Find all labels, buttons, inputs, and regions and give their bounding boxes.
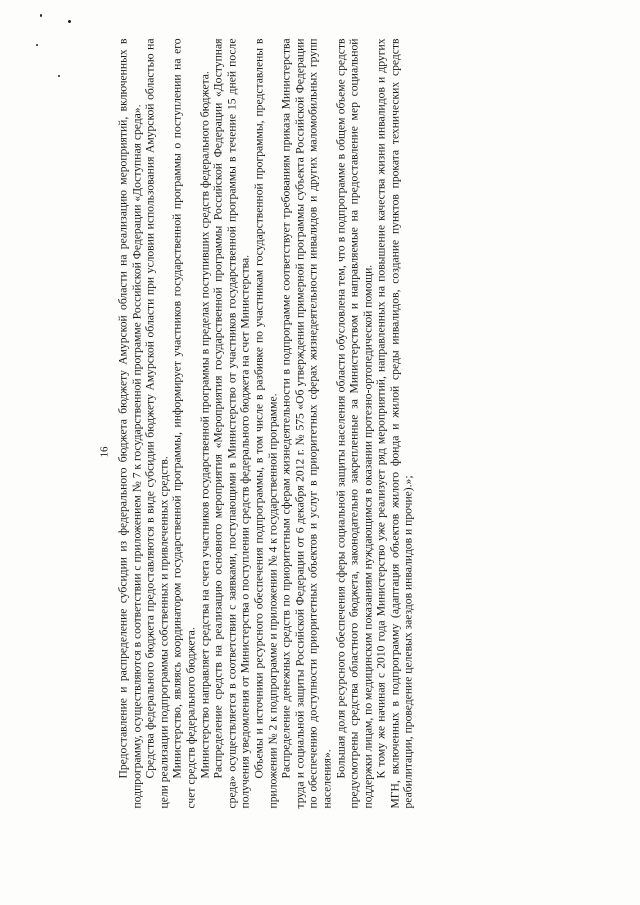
document-body <box>117 39 416 809</box>
paragraph: Предоставление и распределение субсидии из федерального бюджета бюджету Амурской области на реализацию мероприятий, включенных в подпрограмму, осуществляются в соответствии с приложением № 7 к государственной программе Российской Федерации «Доступная среда». <box>116 38 144 809</box>
page-number: 16 <box>98 446 111 458</box>
paragraph: Распределение средств на реализацию основного мероприятия «Мероприятия государственной программы Российской Федерации «Доступная среда» осуществляется в соответствии с заявками, поступающими в Министерство от участников государственной программы в течение 15 дней после получения уведомления от Министерства о поступлении средств федерального бюджета на счет Министерства. <box>211 38 252 809</box>
paragraph: Распределение денежных средств по приоритетным сферам жизнедеятельности в подпрограмме соответствует требованиям приказа Министерства труда и социальной защиты Российской Федерации от 6 декабря 2012 г. № 575 «Об утверждении примерной программы субъекта Российской Федерации по обеспечению доступности приоритетных объектов и услуг в приоритетных сферах жизнедеятельности инвалидов и других маломобильных групп населения». <box>279 38 334 809</box>
rotated-document-page <box>1 0 640 905</box>
paragraph: Большая доля ресурсного обеспечения сферы социальной защиты населения области обусловлена тем, что в подпрограмме в общем объеме средств предусмотрены средства областного бюджета, законодательно закрепленные за Министерством и направляемые на предоставление мер социальной поддержки лицам, по медицинским показаниям нуждающимся в оказании протезно-ортопедической помощи. <box>334 38 375 809</box>
paragraph: Объемы и источники ресурсного обеспечения подпрограммы, в том числе в разбивке по участникам государственной программы, представлены в приложении № 2 к подпрограмме и приложении № 4 к государственной программе. <box>252 38 280 809</box>
paragraph: Средства федерального бюджета предоставляются в виде субсидии бюджету Амурской области при условии использования Амурской областью на цели реализации подпрограммы собственных и привлеченных средств. <box>143 38 171 809</box>
paragraph: Министерство, являясь координатором государственной программы, информирует участников государственной программы о поступлении на его счет средств федерального бюджета. <box>170 38 198 809</box>
paragraph: К тому же начиная с 2010 года Министерство уже реализует ряд мероприятий, направленных на повышение качества жизни инвалидов и других МГН, включенных в подпрограмму (адаптация объектов жилого фонда и жилой среды инвалидов, создание пунктов проката технических средств реабилитации, проведение целевых заездов инвалидов и прочие).»; <box>374 38 415 809</box>
paragraph: Министерство направляет средства на счета участников государственной программы в пределах поступивших средств федерального бюджета. <box>198 71 212 779</box>
